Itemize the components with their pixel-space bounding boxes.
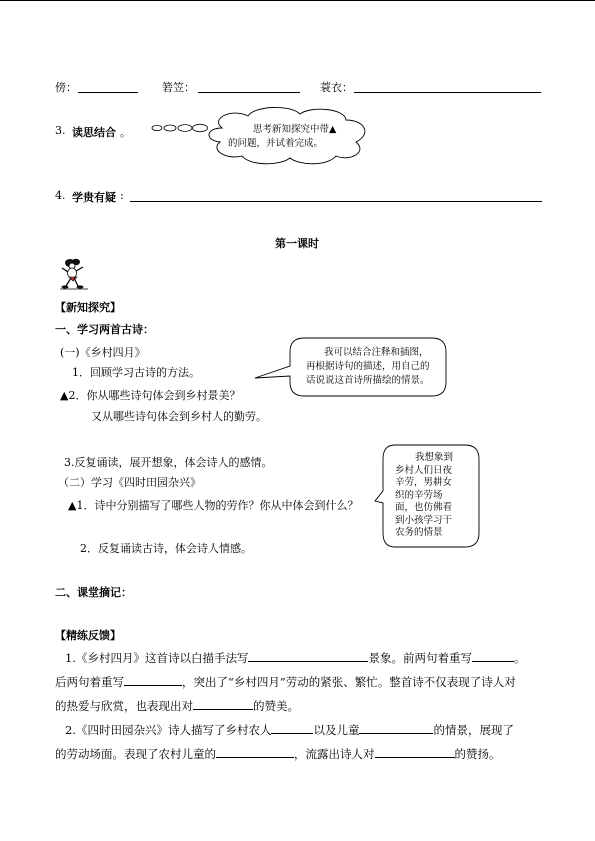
bubble1-line2: 再根据诗句的描述，用自己的: [306, 361, 430, 372]
practice1-text-a: 1.《乡村四月》这首诗以白描手法写: [65, 651, 249, 665]
poem1-q1: 1．回顾学习古诗的方法。: [72, 366, 200, 379]
poem2-q1: ▲1．诗中分别描写了哪些人物的劳作？你从中体会到什么？: [68, 499, 359, 512]
section-new-knowledge: 【新知探究】: [55, 301, 121, 314]
bubble1-line3: 话说说这首诗所描绘的情景。: [306, 375, 430, 386]
poem1-q2b: 又从哪些诗句体会到乡村人的勤劳。: [91, 410, 267, 423]
practice2-text-e: ，流露出诗人对: [294, 747, 375, 761]
top-rule: [0, 0, 595, 1]
blank-bang[interactable]: [78, 92, 138, 93]
blank-p2-farmers[interactable]: [271, 721, 313, 734]
bubble2-line2: 乡村人们日夜: [395, 464, 453, 476]
poem1-heading: (一)《乡村四月》: [60, 346, 146, 359]
practice2-line1: [55, 718, 545, 742]
bubble2-line1: 我想象到: [415, 452, 454, 463]
blank-p1-second[interactable]: [124, 673, 182, 686]
practice2-text-a: 2.《四时田园杂兴》诗人描写了乡村农人: [65, 723, 272, 737]
practice1-line2: [55, 670, 545, 694]
bubble2-line6: 到小孩学习干: [395, 514, 453, 526]
item4-colon: :: [120, 189, 124, 202]
item3-suffix: 。: [120, 126, 131, 139]
field-label-suoyi: 蓑衣：: [320, 81, 353, 94]
bubble2-line7: 农务的情景: [395, 527, 443, 538]
bubble1-line1: 我可以结合注释和插图，: [324, 347, 429, 358]
item3-number: 3.: [55, 124, 66, 137]
practice2-text-b: 以及儿童: [313, 723, 360, 737]
practice-paragraph-1: [55, 646, 545, 766]
practice1-text-f: 的热爱与欣赏，也表现出对: [55, 699, 193, 713]
field-label-bang: 傍：: [55, 81, 77, 94]
cloud-tip-line2: 的问题，并试着完成。: [228, 138, 324, 149]
practice1-text-g: 的赞美。: [253, 699, 299, 713]
blank-p1-scene[interactable]: [248, 649, 368, 662]
practice1-text-d: 后两句着重写: [55, 675, 124, 689]
practice2-text-f: 的赞扬。: [454, 747, 501, 761]
poem1-q3: 3.反复诵读，展开想象，体会诗人的感情。: [64, 456, 273, 469]
cartoon-mascot-image: [58, 255, 90, 291]
practice1-line1: [55, 646, 545, 670]
practice1-line3: [55, 694, 545, 718]
blank-p1-praise[interactable]: [193, 697, 253, 710]
item3-label: 读思结合: [72, 126, 116, 139]
part1-heading: 一、学习两首古诗：: [55, 323, 154, 336]
poem2-q2: 2．反复诵读古诗，体会诗人情感。: [80, 542, 252, 555]
section-practice: 【精练反馈】: [55, 629, 121, 642]
practice1-text-b: 景象。前两句着重写: [368, 651, 472, 665]
practice2-line2: [55, 742, 545, 766]
bubble2-line4: 织的辛劳场: [395, 489, 443, 501]
blank-p1-first[interactable]: [472, 649, 514, 662]
cloud-tip-line1: 思考新知探究中带▲: [253, 124, 337, 135]
field-label-ruoli: 箬笠：: [162, 81, 195, 94]
practice2-text-d: 的劳动场面。表现了农村儿童的: [55, 747, 216, 761]
poem2-heading: （二）学习《四时田园杂兴》: [58, 476, 201, 489]
item4-label: 学贵有疑: [72, 191, 116, 204]
bubble2-line3: 辛劳，男耕女: [395, 477, 453, 488]
bubble2-text: [395, 452, 477, 540]
practice2-text-c: 的情景，展现了: [433, 723, 514, 737]
blank-p2-praise[interactable]: [375, 745, 455, 758]
practice1-text-e: ，突出了“乡村四月”劳动的紧张、繁忙。整首诗不仅表现了诗人对: [182, 675, 516, 689]
bubble2-line5: 面，也仿佛看: [395, 502, 453, 513]
blank-suoyi[interactable]: [354, 92, 541, 93]
bubble1-text: [306, 346, 446, 388]
practice1-text-c: 。: [513, 651, 526, 665]
poem1-q2: ▲2．你从哪些诗句体会到乡村景美？: [60, 389, 241, 402]
lesson-title: 第一课时: [275, 237, 319, 250]
item4-number: 4.: [55, 189, 66, 202]
blank-p2-children[interactable]: [359, 721, 433, 734]
blank-questions[interactable]: [130, 201, 542, 202]
blank-ruoli[interactable]: [198, 92, 300, 93]
cloud-tip-text: [228, 123, 368, 151]
part2-heading: 二、课堂摘记：: [55, 586, 132, 599]
blank-p2-children-quality[interactable]: [216, 745, 294, 758]
